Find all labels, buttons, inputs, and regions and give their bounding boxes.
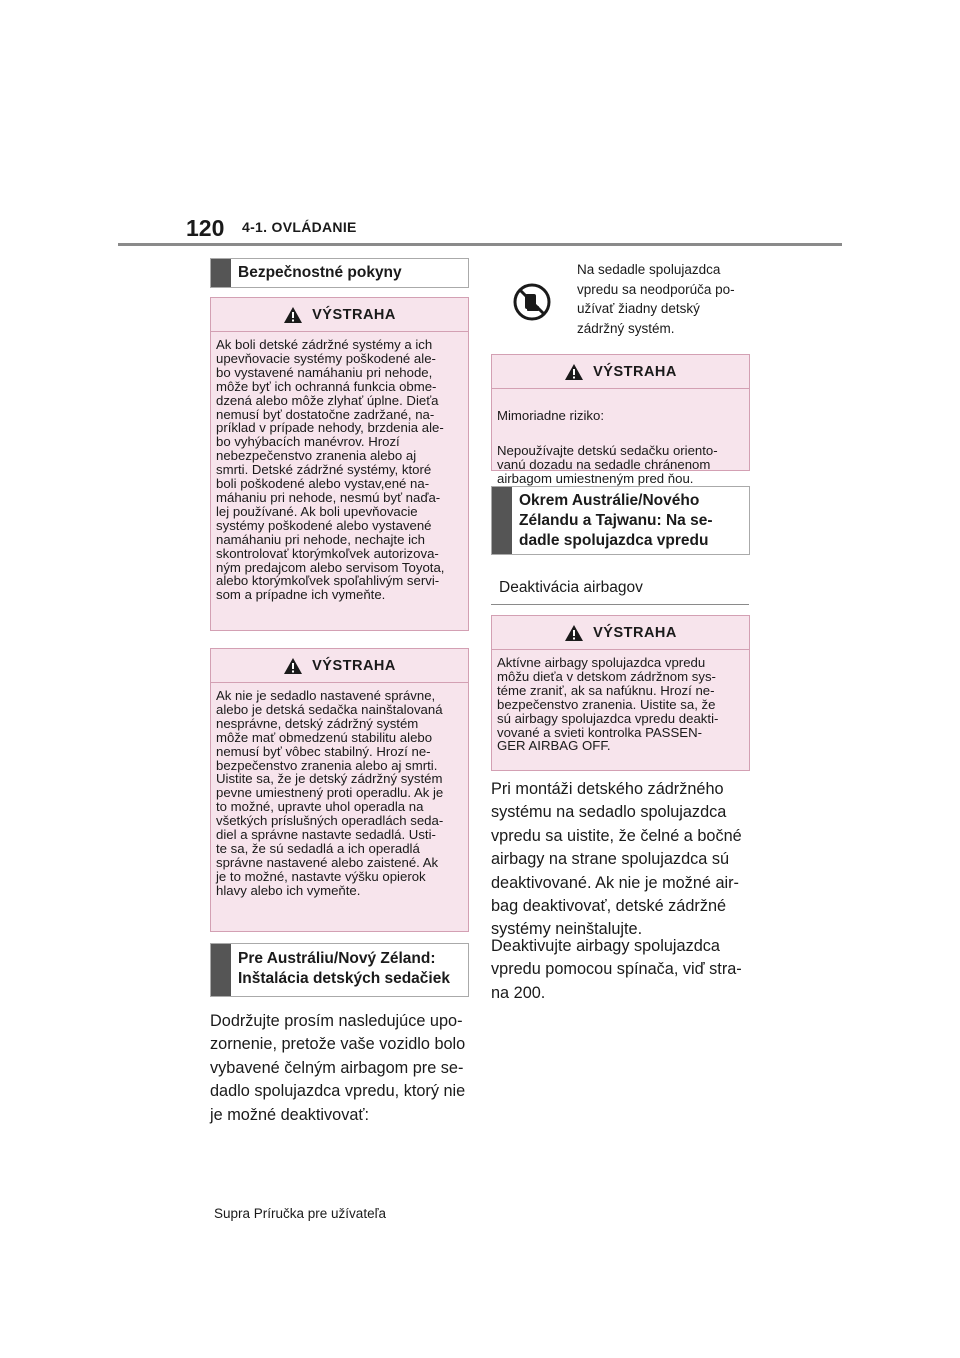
warning-triangle-icon	[283, 657, 303, 675]
warning-line: Mimoriadne riziko:	[497, 407, 604, 423]
warning-triangle-icon	[564, 624, 584, 642]
header-divider	[118, 243, 842, 246]
warning-title: VÝSTRAHA	[312, 306, 396, 323]
warning-box-extreme-risk	[491, 354, 750, 486]
warning-triangle-icon	[564, 363, 584, 381]
other-regions-heading: Okrem Austrálie/Nového Zélandu a Tajwanu: Na se- dadle spolujazdca vpredu	[519, 492, 713, 549]
heading-bar	[211, 944, 231, 996]
warning-header	[211, 298, 468, 332]
warning-text: Aktívne airbagy spolujazdca vpredu môžu dieťa v detskom zádržnom sys- téme zraniť, ak sa nafúknu. Hrozí ne- bezpečenstvo zranenia. Uistite sa, že sú airbagy spolujazdca vpredu deakti- vované a svieti kontrolka PASSEN- GER AIRBAG OFF.	[497, 655, 719, 754]
australia-heading: Pre Austráliu/Nový Zéland: Inštalácia detských sedačiek	[238, 950, 450, 987]
warning-header	[211, 649, 468, 683]
warning-box-seat-adjust	[210, 648, 469, 932]
heading-bar	[492, 487, 512, 554]
warning-title: VÝSTRAHA	[593, 624, 677, 641]
warning-title: VÝSTRAHA	[312, 657, 396, 674]
warning-title: VÝSTRAHA	[593, 363, 677, 380]
no-seat-note: Na sedadle spolujazdca vpredu sa neodporúča po- užívať žiadny detský zádržný systém.	[577, 262, 735, 336]
airbag-deactivation-subheading	[491, 575, 749, 605]
safety-heading: Bezpečnostné pokyny	[238, 264, 402, 281]
warning-header	[492, 616, 749, 650]
warning-header	[492, 355, 749, 389]
safety-heading-box	[210, 258, 469, 288]
no-child-seat-icon	[512, 282, 552, 322]
australia-heading-box	[210, 943, 469, 997]
warning-text: Ak boli detské zádržné systémy a ich upevňovacie systémy poškodené ale- bo vystavené namáhaniu pri nehode, môže byť ich ochranná funkcia obme- dzená alebo môže zlyhať úplne. Dieťa nemusí byť dostatočne zadržané, na- príklad v prípade nehody, brzdenia ale- bo vyhýbacích manévrov. Hrozí nebezpečenstvo zranenia alebo aj smrti. Detské zádržné systémy, ktoré boli poškodené alebo vystav,ené na- máhaniu pri nehode, nesmú byť naďa- lej používané. Ak boli upevňovacie systémy poškodené alebo vystavené namáhaniu pri nehode, nechajte ich skontrolovať ktorýmkoľvek autorizova- ným predajcom alebo servisom Toyota, alebo ktorýmkoľvek spoľahlivým servi- som a prípadne ich vymeňte.	[216, 337, 445, 603]
warning-triangle-icon	[283, 306, 303, 324]
mounting-paragraph: Pri montáži detského zádržného systému na sedadlo spolujazdca vpredu sa uistite, že čelné a bočné airbagy na strane spolujazdca sú deaktivované. Ak nie je možné air- bag deaktivovať, detské zádržné systémy neinštalujte.	[491, 780, 742, 939]
australia-paragraph: Dodržujte prosím nasledujúce upo- zornenie, pretože vaše vozidlo bolo vybavené čelným airbagom pre se- dadlo spolujazdca vpredu, ktorý nie je možné deaktivovať:	[210, 1012, 466, 1124]
warning-box-damaged-seats	[210, 297, 469, 631]
heading-bar	[211, 259, 231, 287]
section-title: 4-1. OVLÁDANIE	[242, 219, 357, 235]
footer-text: Supra Príručka pre užívateľa	[214, 1206, 387, 1221]
warning-text: Ak nie je sedadlo nastavené správne, alebo je detská sedačka nainštalovaná nesprávne, detský zádržný systém môže mať obmedzenú stabilitu alebo nemusí byť vôbec stabilný. Hrozí ne- bezpečenstvo zranenia alebo aj smrti. Uistite sa, že je detský zádržný systém pevne umiestnený proti operadlu. Ak je to možné, upravte uhol operadla na všetkých príslušných operadlách seda- diel a správne nastavte sedadlá. Usti- te sa, že sú sedadlá a ich operadlá správne nastavené alebo zaistené. Ak je to možné, nastavte výšku opierok hlavy alebo ich vymeňte.	[216, 688, 444, 898]
warning-box-active-airbags	[491, 615, 750, 771]
subheading-text: Deaktivácia airbagov	[499, 579, 643, 596]
deactivate-paragraph: Deaktivujte airbagy spolujazdca vpredu pomocou spínača, viď stra- na 200.	[491, 937, 742, 1002]
warning-line: Nepoužívajte detskú sedačku oriento- vanú dozadu na sedadle chránenom airbagom umiestneným pred ňou.	[497, 442, 718, 486]
page-number: 120	[186, 215, 225, 241]
other-regions-heading-box	[491, 486, 750, 555]
